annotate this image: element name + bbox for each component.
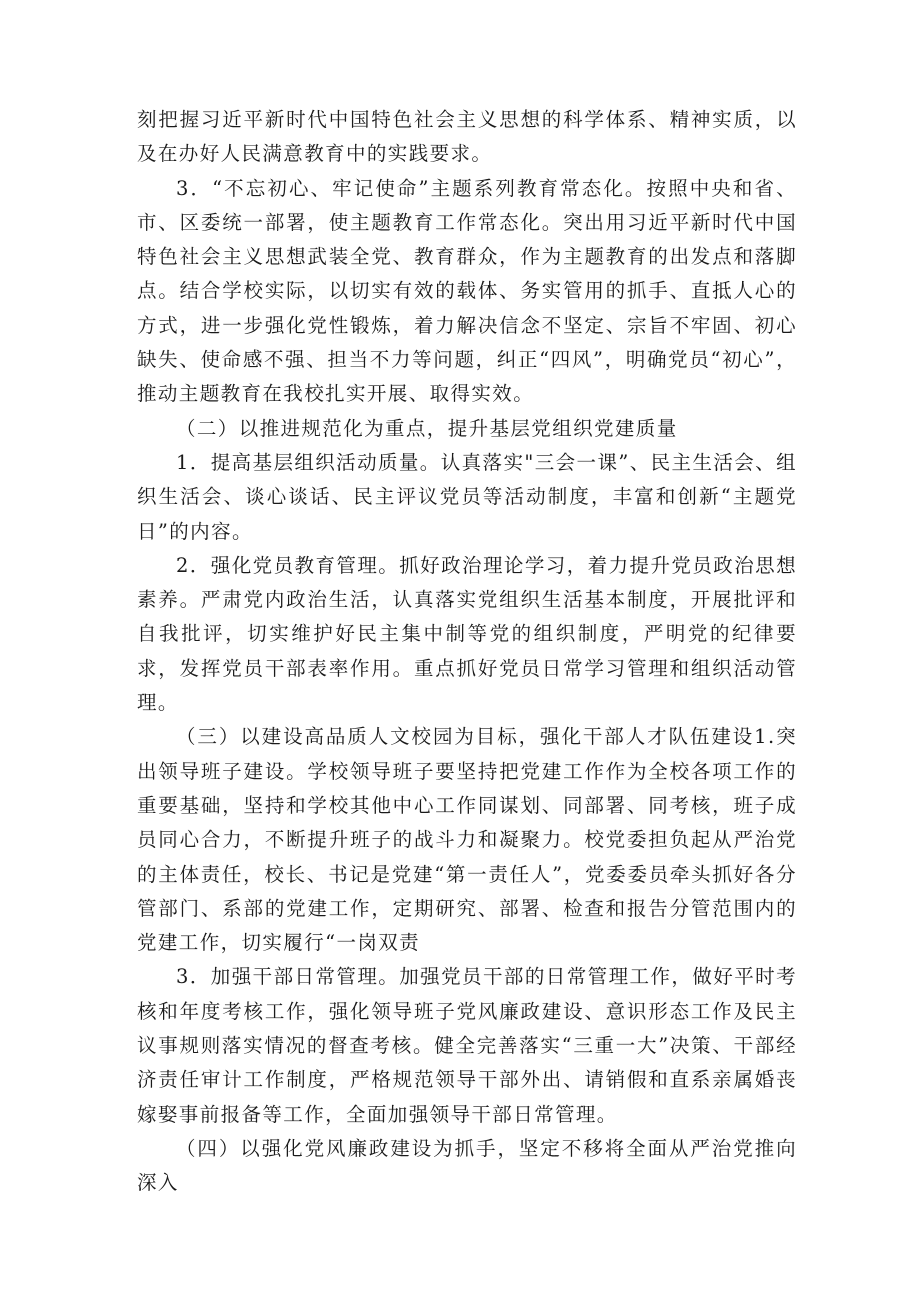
- section-heading-4: （四）以强化党风廉政建设为抓手，坚定不移将全面从严治党推向深入: [137, 1136, 797, 1195]
- paragraph-item-3-daily-management: 3．加强干部日常管理。加强党员干部的日常管理工作，做好平时考核和年度考核工作，强化领导班子党风廉政建设、意识形态工作及民主议事规则落实情况的督查考核。健全完善落实“三重一大”决策、干部经济责任审计工作制度，严格规范领导干部外出、请销假和直系亲属婚丧嫁娶事前报备等工作，全面加强领导干部日常管理。: [137, 965, 797, 1126]
- paragraph-item-2-member-management: 2．强化党员教育管理。抓好政治理论学习，着力提升党员政治思想素养。严肃党内政治生活，认真落实党组织生活基本制度，开展批评和自我批评，切实维护好民主集中制等党的组织制度，严明党的纪律要求，发挥党员干部表率作用。重点抓好党员日常学习管理和组织活动管理。: [137, 553, 797, 715]
- section-heading-3-with-item-1: （三）以建设高品质人文校园为目标，强化干部人才队伍建设1.突出领导班子建设。学校领导班子要坚持把党建工作作为全校各项工作的重要基础，坚持和学校其他中心工作同谋划、同部署、同考核，班子成员同心合力，不断提升班子的战斗力和凝聚力。校党委担负起从严治党的主体责任，校长、书记是党建“第一责任人”，党委委员牵头抓好各分管部门、系部的党建工作，定期研究、部署、检查和报告分管范围内的党建工作，切实履行“一岗双责: [137, 725, 797, 955]
- paragraph-item-1-activity-quality: 1．提高基层组织活动质量。认真落实"三会一课”、民主生活会、组织生活会、谈心谈话、民主评议党员等活动制度，丰富和创新“主题党日”的内容。: [137, 450, 797, 543]
- paragraph-continuation: 刻把握习近平新时代中国特色社会主义思想的科学体系、精神实质，以及在办好人民满意教育中的实践要求。: [137, 108, 797, 166]
- document-page: [137, 103, 797, 1201]
- paragraph-item-3-theme-education: 3．“不忘初心、牢记使命”主题系列教育常态化。按照中央和省、市、区委统一部署，使主题教育工作常态化。突出用习近平新时代中国特色社会主义思想武装全党、教育群众，作为主题教育的出发点和落脚点。结合学校实际，以切实有效的载体、务实管用的抓手、直抵人心的方式，进一步强化党性锻炼，着力解决信念不坚定、宗旨不牢固、初心缺失、使命感不强、担当不力等问题，纠正“四风”，明确党员“初心”，推动主题教育在我校扎实开展、取得实效。: [137, 176, 797, 406]
- section-heading-2: （二）以推进规范化为重点，提升基层党组织党建质量: [176, 416, 678, 440]
